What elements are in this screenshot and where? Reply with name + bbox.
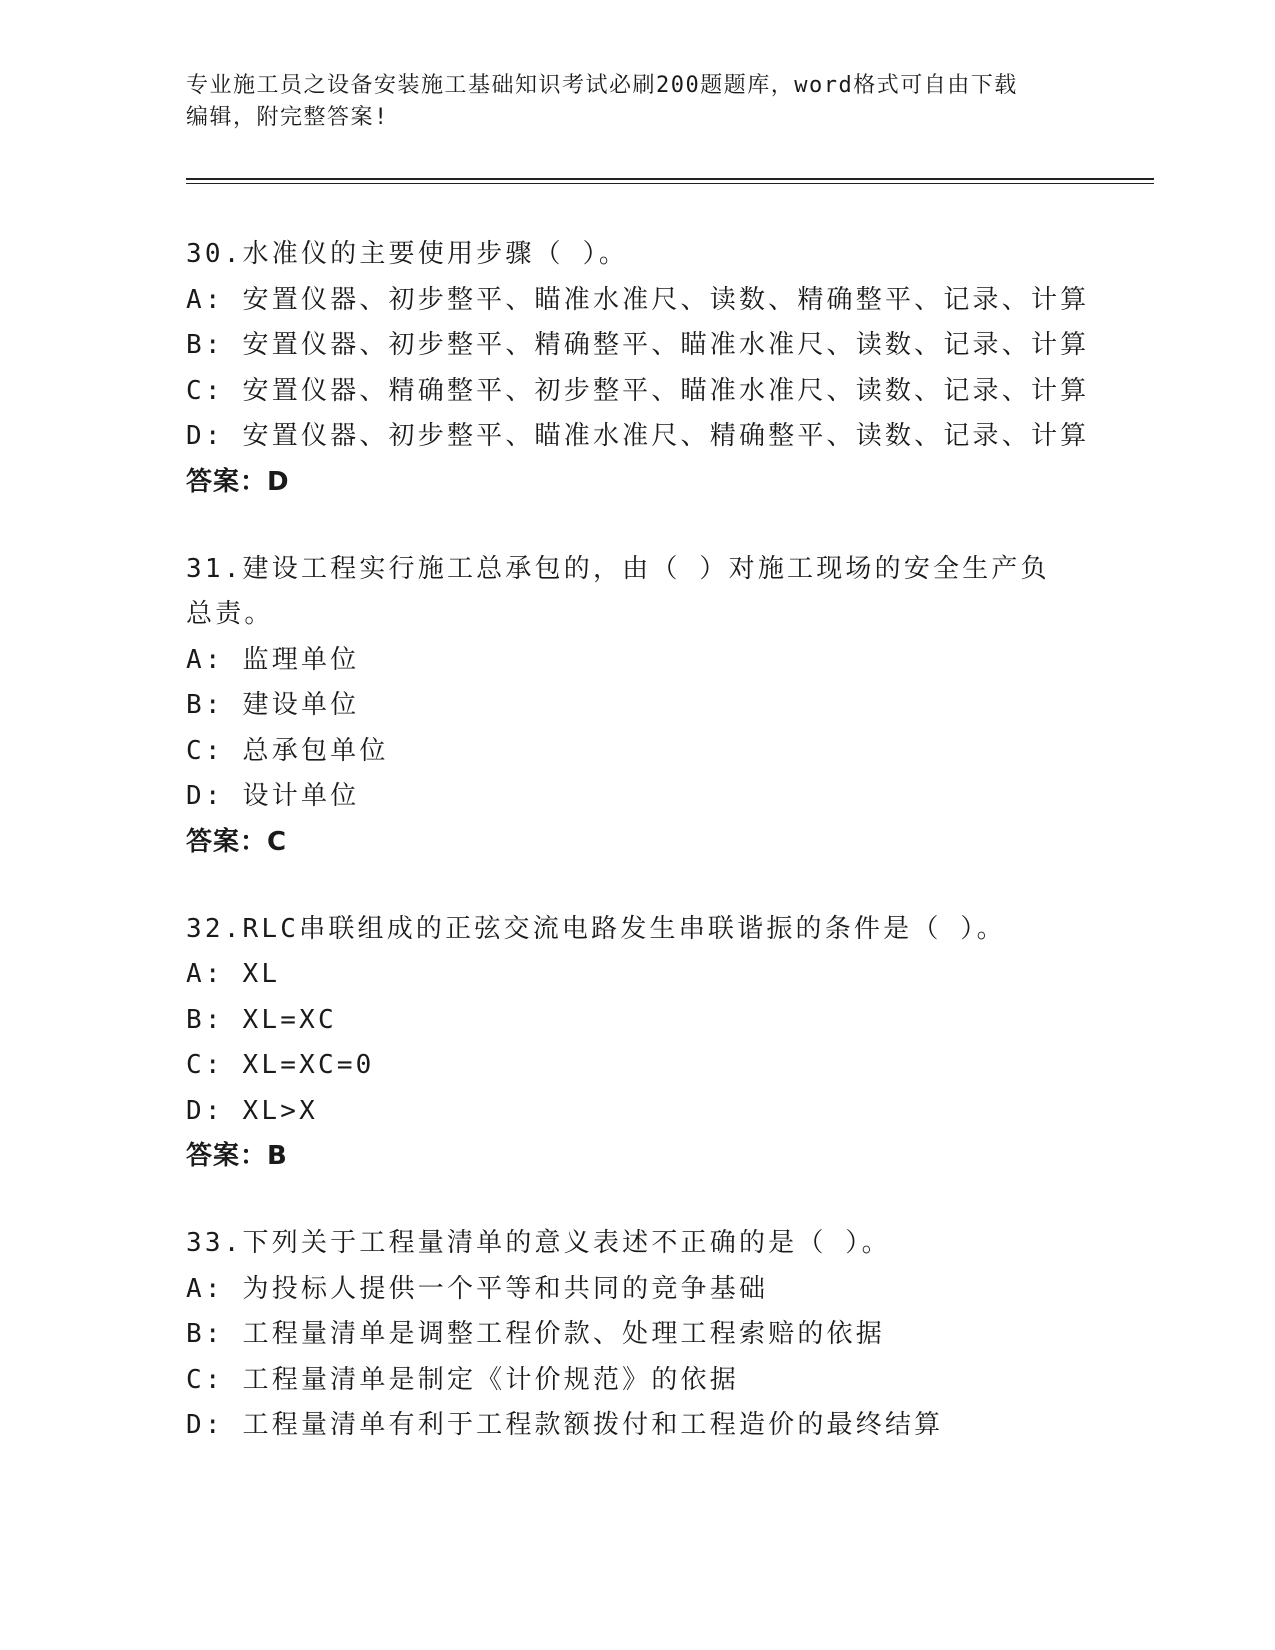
header-line-2: 编辑，附完整答案! xyxy=(186,105,389,130)
option-c: C: 工程量清单是制定《计价规范》的依据 xyxy=(186,1364,739,1395)
question-list xyxy=(186,232,1090,1491)
option-a: A: 安置仪器、初步整平、瞄准水准尺、读数、精确整平、记录、计算 xyxy=(186,284,1090,315)
header-line-1: 专业施工员之设备安装施工基础知识考试必刷200题题库，word格式可自由下载 xyxy=(186,73,1018,98)
question-stem: 32.RLC串联组成的正弦交流电路发生串联谐振的条件是（ ）。 xyxy=(186,913,1006,944)
question-stem: 31.建设工程实行施工总承包的，由（ ）对施工现场的安全生产负总责。 xyxy=(186,553,1050,629)
question-31 xyxy=(186,547,1086,865)
option-d: D: 设计单位 xyxy=(186,781,360,811)
answer-label: 答案：B xyxy=(186,1141,288,1171)
question-30 xyxy=(186,232,1090,505)
answer-label: 答案：C xyxy=(186,826,288,857)
answer-label: 答案：D xyxy=(186,466,290,497)
option-c: C: 总承包单位 xyxy=(186,735,389,766)
option-a: A: 为投标人提供一个平等和共同的竞争基础 xyxy=(186,1273,769,1304)
option-d: D: XL>X xyxy=(186,1095,318,1126)
option-b: B: 安置仪器、初步整平、精确整平、瞄准水准尺、读数、记录、计算 xyxy=(186,330,1090,360)
question-33 xyxy=(186,1221,1086,1449)
option-b: B: 工程量清单是调整工程价款、处理工程索赔的依据 xyxy=(186,1319,885,1349)
option-a: A: XL xyxy=(186,959,281,989)
option-b: B: 建设单位 xyxy=(186,690,360,720)
option-c: C: XL=XC=0 xyxy=(186,1050,375,1080)
question-stem: 30.水准仪的主要使用步骤（ ）。 xyxy=(186,239,629,269)
option-a: A: 监理单位 xyxy=(186,644,360,675)
option-c: C: 安置仪器、精确整平、初步整平、瞄准水准尺、读数、记录、计算 xyxy=(186,375,1090,406)
option-d: D: 工程量清单有利于工程款额拨付和工程造价的最终结算 xyxy=(186,1410,944,1440)
question-stem: 33.下列关于工程量清单的意义表述不正确的是（ ）。 xyxy=(186,1228,891,1258)
option-d: D: 安置仪器、初步整平、瞄准水准尺、精确整平、读数、记录、计算 xyxy=(186,421,1090,451)
question-32 xyxy=(186,907,1086,1180)
option-b: B: XL=XC xyxy=(186,1004,337,1035)
header-rule-thin xyxy=(186,183,1154,184)
header-rule-thick xyxy=(186,178,1154,180)
document-header xyxy=(186,70,1076,134)
